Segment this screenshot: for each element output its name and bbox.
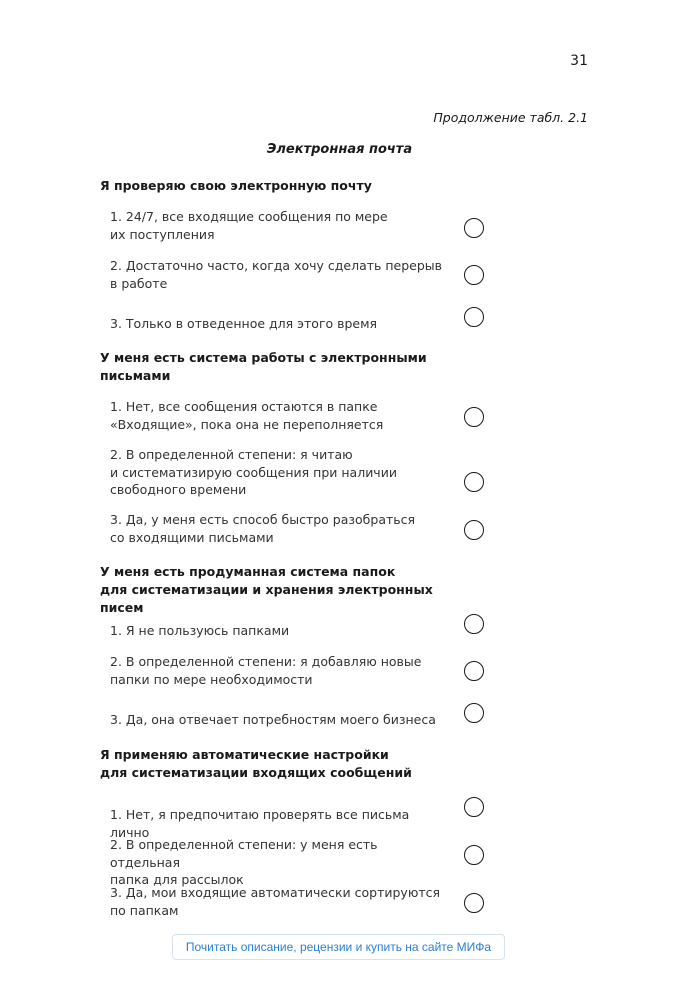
option-radio[interactable] <box>464 407 484 427</box>
option-radio[interactable] <box>464 845 484 865</box>
option-radio[interactable] <box>464 307 484 327</box>
table-continuation-label: Продолжение табл. 2.1 <box>433 110 588 125</box>
option-text: 2. В определенной степени: я читаю и систематизирую сообщения при наличии свободного времени <box>110 447 397 497</box>
option-radio[interactable] <box>464 218 484 238</box>
option-radio[interactable] <box>464 520 484 540</box>
option-text: 1. Я не пользуюсь папками <box>110 623 290 638</box>
option-text: 3. Да, мои входящие автоматически сортируются по папкам <box>110 885 441 918</box>
buy-on-mif-link[interactable]: Почитать описание, рецензии и купить на сайте МИФа <box>172 934 505 960</box>
option-text: 2. В определенной степени: у меня есть отдельная папка для рассылок <box>110 837 378 887</box>
question-title: У меня есть система работы с электронными письмами <box>100 350 427 383</box>
option-text: 3. Только в отведенное для этого время <box>110 316 378 331</box>
section-title: Электронная почта <box>266 142 413 157</box>
option-text: 1. Нет, я предпочитаю проверять все письма лично <box>110 807 410 840</box>
option-radio[interactable] <box>464 614 484 634</box>
page-number: 31 <box>570 53 588 69</box>
question-title: Я проверяю свою электронную почту <box>100 178 372 193</box>
option-text: 3. Да, у меня есть способ быстро разобраться со входящими письмами <box>110 512 416 545</box>
option-radio[interactable] <box>464 661 484 681</box>
option-radio[interactable] <box>464 472 484 492</box>
question-title: У меня есть продуманная система папок для систематизации и хранения электронных писем <box>100 564 433 615</box>
option-radio[interactable] <box>464 893 484 913</box>
option-radio[interactable] <box>464 703 484 723</box>
question-title: Я применяю автоматические настройки для систематизации входящих сообщений <box>100 747 412 780</box>
option-text: 3. Да, она отвечает потребностям моего бизнеса <box>110 712 436 727</box>
option-text: 1. Нет, все сообщения остаются в папке «Входящие», пока она не переполняется <box>110 399 384 432</box>
option-radio[interactable] <box>464 265 484 285</box>
option-text: 2. В определенной степени: я добавляю новые папки по мере необходимости <box>110 654 422 687</box>
option-text: 2. Достаточно часто, когда хочу сделать перерыв в работе <box>110 258 443 291</box>
option-radio[interactable] <box>464 797 484 817</box>
option-text: 1. 24/7, все входящие сообщения по мере их поступления <box>110 209 388 242</box>
